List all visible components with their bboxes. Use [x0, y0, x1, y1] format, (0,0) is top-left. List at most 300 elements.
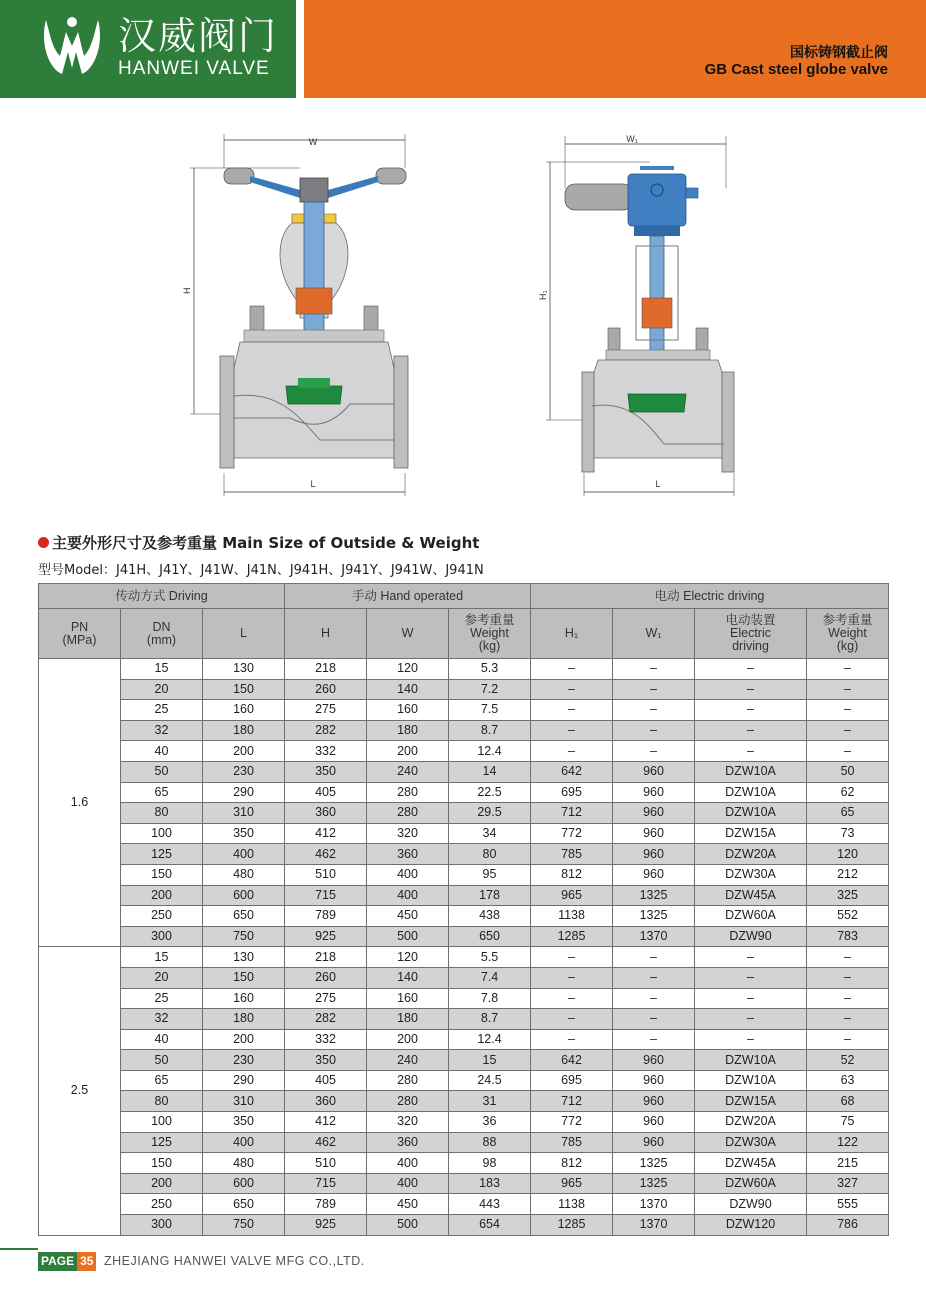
table-cell: 412: [285, 823, 367, 844]
table-cell: 40: [121, 1029, 203, 1050]
table-cell: –: [531, 720, 613, 741]
table-row: [39, 700, 889, 721]
table-cell: 178: [449, 885, 531, 906]
table-cell: 960: [613, 823, 695, 844]
table-cell: 7.4: [449, 967, 531, 988]
table-row: [39, 988, 889, 1009]
table-cell: DZW120: [695, 1215, 807, 1236]
table-cell: 310: [203, 1091, 285, 1112]
table-cell: –: [613, 679, 695, 700]
table-cell: DZW15A: [695, 1091, 807, 1112]
table-cell: 150: [121, 1153, 203, 1174]
table-cell: –: [531, 947, 613, 968]
table-cell: 290: [203, 1070, 285, 1091]
table-cell: 695: [531, 1070, 613, 1091]
table-row: [39, 761, 889, 782]
table-row: [39, 679, 889, 700]
table-cell: 125: [121, 844, 203, 865]
table-row: [39, 864, 889, 885]
table-cell: 150: [203, 967, 285, 988]
table-cell: 812: [531, 864, 613, 885]
table-cell: 960: [613, 1091, 695, 1112]
table-cell: 960: [613, 844, 695, 865]
table-cell: 260: [285, 967, 367, 988]
table-cell: 350: [203, 823, 285, 844]
table-cell: –: [807, 700, 889, 721]
table-cell: –: [613, 1029, 695, 1050]
table-cell: 654: [449, 1215, 531, 1236]
table-cell: 480: [203, 1153, 285, 1174]
table-cell: 7.8: [449, 988, 531, 1009]
table-cell: –: [613, 700, 695, 721]
table-cell: –: [807, 947, 889, 968]
table-cell: 260: [285, 679, 367, 700]
table-cell: –: [613, 988, 695, 1009]
table-cell: 230: [203, 761, 285, 782]
table-cell: 183: [449, 1173, 531, 1194]
table-cell: DZW60A: [695, 906, 807, 927]
table-cell: 1325: [613, 885, 695, 906]
table-cell: 200: [121, 885, 203, 906]
table-cell: DZW15A: [695, 823, 807, 844]
table-cell: 160: [367, 700, 449, 721]
table-cell: 695: [531, 782, 613, 803]
table-cell: 300: [121, 1215, 203, 1236]
table-cell: 650: [203, 1194, 285, 1215]
table-row: [39, 1070, 889, 1091]
table-cell: 443: [449, 1194, 531, 1215]
table-cell: 150: [121, 864, 203, 885]
table-cell: 88: [449, 1132, 531, 1153]
table-cell: 360: [367, 1132, 449, 1153]
table-cell: 510: [285, 1153, 367, 1174]
table-cell: –: [531, 988, 613, 1009]
table-cell: 14: [449, 761, 531, 782]
table-cell: 812: [531, 1153, 613, 1174]
table-cell: 510: [285, 864, 367, 885]
table-cell: DZW30A: [695, 864, 807, 885]
table-cell: 100: [121, 823, 203, 844]
header-title-panel: [304, 0, 926, 98]
table-cell: 405: [285, 1070, 367, 1091]
table-cell: –: [695, 988, 807, 1009]
table-cell: 786: [807, 1215, 889, 1236]
table-row: [39, 741, 889, 762]
table-row: [39, 1215, 889, 1236]
table-cell: 772: [531, 823, 613, 844]
table-row: [39, 1050, 889, 1071]
table-cell: 32: [121, 720, 203, 741]
table-cell: 200: [203, 1029, 285, 1050]
table-cell: 282: [285, 720, 367, 741]
table-cell: 290: [203, 782, 285, 803]
table-cell: 65: [807, 803, 889, 824]
brand-name-en: HANWEI VALVE: [118, 58, 270, 79]
table-cell: 750: [203, 1215, 285, 1236]
table-cell: –: [531, 679, 613, 700]
table-cell: 712: [531, 1091, 613, 1112]
bullet-icon: [38, 537, 49, 548]
table-row: [39, 1194, 889, 1215]
table-cell: 282: [285, 1009, 367, 1030]
manual-valve-drawing: [180, 128, 420, 498]
table-cell: 140: [367, 967, 449, 988]
table-row: [39, 1153, 889, 1174]
table-cell: 350: [285, 1050, 367, 1071]
table-cell: 1325: [613, 906, 695, 927]
table-cell: 960: [613, 782, 695, 803]
table-cell: –: [531, 700, 613, 721]
table-row: [39, 885, 889, 906]
table-cell: 250: [121, 906, 203, 927]
table-cell: 52: [807, 1050, 889, 1071]
table-cell: 785: [531, 844, 613, 865]
table-cell: –: [531, 1009, 613, 1030]
table-cell: 960: [613, 1070, 695, 1091]
table-cell: 275: [285, 700, 367, 721]
table-cell: 50: [121, 761, 203, 782]
col-header-h: H: [285, 609, 367, 659]
model-list: 型号Model：J41H、J41Y、J41W、J41N、J941H、J941Y、J941W、J941N: [38, 563, 484, 578]
table-cell: 400: [203, 844, 285, 865]
table-cell: 960: [613, 761, 695, 782]
dim-h-label: H: [182, 287, 192, 294]
table-cell: –: [613, 741, 695, 762]
table-cell: 212: [807, 864, 889, 885]
table-cell: 50: [807, 761, 889, 782]
table-cell: 140: [367, 679, 449, 700]
table-cell: 215: [807, 1153, 889, 1174]
table-cell: 63: [807, 1070, 889, 1091]
dim-l2-label: L: [655, 479, 661, 489]
table-row: [39, 1173, 889, 1194]
col-header-electric-driving: 电动装置 Electric driving: [695, 609, 807, 659]
table-cell: 75: [807, 1112, 889, 1133]
table-row: [39, 1132, 889, 1153]
brand-name-cn: 汉威阀门: [118, 14, 279, 58]
table-cell: 480: [203, 864, 285, 885]
table-cell: 160: [203, 988, 285, 1009]
table-cell: 650: [449, 926, 531, 947]
col-header-electric-weight: 参考重量 Weight (kg): [807, 609, 889, 659]
table-cell: 36: [449, 1112, 531, 1133]
table-cell: 300: [121, 926, 203, 947]
table-cell: 29.5: [449, 803, 531, 824]
table-cell: 218: [285, 947, 367, 968]
table-cell: 120: [367, 947, 449, 968]
table-row: [39, 1112, 889, 1133]
table-cell: 250: [121, 1194, 203, 1215]
table-cell: 150: [203, 679, 285, 700]
table-cell: 200: [367, 1029, 449, 1050]
table-cell: DZW20A: [695, 844, 807, 865]
table-cell: 965: [531, 885, 613, 906]
table-cell: 960: [613, 1112, 695, 1133]
table-cell: 5.3: [449, 659, 531, 680]
table-cell: 15: [121, 659, 203, 680]
table-row: [39, 720, 889, 741]
table-cell: 7.2: [449, 679, 531, 700]
table-cell: 95: [449, 864, 531, 885]
table-cell: 412: [285, 1112, 367, 1133]
table-cell: 280: [367, 1070, 449, 1091]
table-cell: 960: [613, 1050, 695, 1071]
table-cell: –: [695, 1029, 807, 1050]
table-cell: 400: [367, 885, 449, 906]
table-cell: 280: [367, 782, 449, 803]
table-cell: 8.7: [449, 720, 531, 741]
product-title-cn: 国标铸钢截止阀: [790, 45, 888, 61]
table-cell: 15: [121, 947, 203, 968]
table-cell: –: [807, 741, 889, 762]
table-cell: 200: [121, 1173, 203, 1194]
table-cell: 275: [285, 988, 367, 1009]
table-row: [39, 947, 889, 968]
table-cell: 1325: [613, 1173, 695, 1194]
table-cell: 332: [285, 1029, 367, 1050]
group-header-electric: 电动 Electric driving: [531, 584, 889, 609]
table-cell: 1370: [613, 1194, 695, 1215]
table-cell: 785: [531, 1132, 613, 1153]
table-cell: 405: [285, 782, 367, 803]
table-cell: 712: [531, 803, 613, 824]
table-cell: DZW45A: [695, 1153, 807, 1174]
table-cell: 5.5: [449, 947, 531, 968]
electric-valve-drawing: [540, 128, 760, 498]
table-cell: 1325: [613, 1153, 695, 1174]
table-cell: 400: [203, 1132, 285, 1153]
col-header-w: W: [367, 609, 449, 659]
pn-cell: 2.5: [39, 947, 121, 1235]
table-cell: 12.4: [449, 1029, 531, 1050]
table-cell: –: [695, 967, 807, 988]
table-row: [39, 906, 889, 927]
table-cell: DZW10A: [695, 803, 807, 824]
table-cell: 1370: [613, 926, 695, 947]
table-cell: 320: [367, 823, 449, 844]
dim-w1-label: W₁: [626, 134, 638, 144]
table-cell: 450: [367, 906, 449, 927]
table-row: [39, 926, 889, 947]
table-cell: 80: [449, 844, 531, 865]
table-cell: 450: [367, 1194, 449, 1215]
col-header-l: L: [203, 609, 285, 659]
table-cell: 960: [613, 864, 695, 885]
col-header-weight: 参考重量 Weight (kg): [449, 609, 531, 659]
table-cell: 8.7: [449, 1009, 531, 1030]
table-cell: 22.5: [449, 782, 531, 803]
table-cell: 715: [285, 885, 367, 906]
table-cell: 332: [285, 741, 367, 762]
table-cell: 400: [367, 1173, 449, 1194]
table-cell: 650: [203, 906, 285, 927]
table-cell: 240: [367, 761, 449, 782]
table-cell: –: [807, 967, 889, 988]
table-cell: –: [695, 720, 807, 741]
dim-h1-label: H₁: [538, 290, 548, 300]
table-cell: –: [613, 720, 695, 741]
table-cell: 642: [531, 1050, 613, 1071]
table-cell: 500: [367, 1215, 449, 1236]
table-row: [39, 1009, 889, 1030]
table-cell: 98: [449, 1153, 531, 1174]
table-cell: 310: [203, 803, 285, 824]
table-cell: DZW45A: [695, 885, 807, 906]
table-cell: 1285: [531, 926, 613, 947]
table-cell: –: [695, 947, 807, 968]
table-cell: 20: [121, 679, 203, 700]
page-badge: [38, 1252, 96, 1271]
table-cell: 180: [367, 720, 449, 741]
table-cell: DZW30A: [695, 1132, 807, 1153]
table-cell: 160: [203, 700, 285, 721]
table-cell: 1370: [613, 1215, 695, 1236]
company-name: ZHEJIANG HANWEI VALVE MFG CO.,LTD.: [104, 1254, 365, 1268]
table-cell: 360: [285, 803, 367, 824]
table-cell: 552: [807, 906, 889, 927]
group-header-hand: 手动 Hand operated: [285, 584, 531, 609]
table-cell: –: [695, 679, 807, 700]
table-cell: 25: [121, 700, 203, 721]
table-cell: 180: [203, 720, 285, 741]
table-cell: 25: [121, 988, 203, 1009]
table-cell: 20: [121, 967, 203, 988]
col-header-w1: W₁: [613, 609, 695, 659]
table-cell: 925: [285, 1215, 367, 1236]
table-cell: 500: [367, 926, 449, 947]
table-cell: 200: [367, 741, 449, 762]
table-cell: 280: [367, 1091, 449, 1112]
table-cell: 160: [367, 988, 449, 1009]
table-cell: –: [531, 659, 613, 680]
table-cell: –: [807, 659, 889, 680]
table-cell: 120: [807, 844, 889, 865]
header-brand-panel: [0, 0, 296, 98]
footer-rule: [0, 1248, 38, 1250]
table-cell: 350: [285, 761, 367, 782]
table-cell: 40: [121, 741, 203, 762]
table-cell: 180: [203, 1009, 285, 1030]
table-cell: 783: [807, 926, 889, 947]
table-cell: 789: [285, 1194, 367, 1215]
section-title: [38, 532, 479, 553]
table-cell: 1138: [531, 1194, 613, 1215]
table-row: [39, 1029, 889, 1050]
table-cell: 68: [807, 1091, 889, 1112]
table-cell: 789: [285, 906, 367, 927]
table-cell: –: [613, 659, 695, 680]
table-cell: DZW90: [695, 926, 807, 947]
table-cell: 772: [531, 1112, 613, 1133]
table-cell: 200: [203, 741, 285, 762]
table-cell: 80: [121, 803, 203, 824]
table-cell: 218: [285, 659, 367, 680]
pn-cell: 1.6: [39, 659, 121, 947]
table-cell: 65: [121, 1070, 203, 1091]
table-cell: 240: [367, 1050, 449, 1071]
table-row: [39, 782, 889, 803]
table-cell: 600: [203, 1173, 285, 1194]
table-cell: 960: [613, 1132, 695, 1153]
product-title-en: GB Cast steel globe valve: [704, 61, 888, 78]
table-cell: 12.4: [449, 741, 531, 762]
table-cell: 400: [367, 864, 449, 885]
table-cell: 280: [367, 803, 449, 824]
table-cell: 438: [449, 906, 531, 927]
table-cell: 960: [613, 803, 695, 824]
table-cell: 320: [367, 1112, 449, 1133]
table-cell: 600: [203, 885, 285, 906]
table-cell: 462: [285, 844, 367, 865]
group-header-driving: 传动方式 Driving: [39, 584, 285, 609]
table-cell: –: [807, 720, 889, 741]
table-cell: DZW10A: [695, 1050, 807, 1071]
table-cell: DZW20A: [695, 1112, 807, 1133]
table-cell: 325: [807, 885, 889, 906]
table-cell: –: [807, 1009, 889, 1030]
page-label: PAGE: [38, 1252, 77, 1271]
table-cell: 555: [807, 1194, 889, 1215]
page-number: 35: [77, 1252, 96, 1271]
table-cell: 122: [807, 1132, 889, 1153]
table-row: [39, 844, 889, 865]
table-cell: 34: [449, 823, 531, 844]
table-cell: 1285: [531, 1215, 613, 1236]
table-cell: 32: [121, 1009, 203, 1030]
table-cell: –: [695, 741, 807, 762]
table-cell: 80: [121, 1091, 203, 1112]
table-body: [39, 659, 889, 1236]
dim-w-label: W: [308, 137, 318, 147]
col-header-pn: PN (MPa): [39, 609, 121, 659]
table-cell: –: [695, 659, 807, 680]
table-row: [39, 967, 889, 988]
table-cell: –: [531, 1029, 613, 1050]
table-cell: –: [807, 988, 889, 1009]
table-cell: 125: [121, 1132, 203, 1153]
table-cell: 715: [285, 1173, 367, 1194]
table-cell: 31: [449, 1091, 531, 1112]
section-title-text: 主要外形尺寸及参考重量 Main Size of Outside & Weight: [52, 534, 480, 552]
table-cell: 15: [449, 1050, 531, 1071]
table-cell: 180: [367, 1009, 449, 1030]
table-row: [39, 823, 889, 844]
table-cell: 120: [367, 659, 449, 680]
table-cell: 350: [203, 1112, 285, 1133]
hanwei-logo-icon: [38, 12, 106, 80]
table-cell: 73: [807, 823, 889, 844]
table-cell: DZW60A: [695, 1173, 807, 1194]
table-cell: 327: [807, 1173, 889, 1194]
table-row: [39, 803, 889, 824]
table-cell: 230: [203, 1050, 285, 1071]
table-cell: 400: [367, 1153, 449, 1174]
table-cell: 62: [807, 782, 889, 803]
table-cell: 65: [121, 782, 203, 803]
dim-l-label: L: [310, 479, 316, 489]
table-cell: 750: [203, 926, 285, 947]
table-cell: –: [695, 1009, 807, 1030]
size-weight-table: [38, 583, 889, 1236]
table-cell: –: [695, 700, 807, 721]
table-cell: 360: [285, 1091, 367, 1112]
table-cell: –: [613, 1009, 695, 1030]
table-cell: 50: [121, 1050, 203, 1071]
table-cell: 965: [531, 1173, 613, 1194]
table-cell: 130: [203, 659, 285, 680]
table-cell: –: [613, 947, 695, 968]
table-cell: 100: [121, 1112, 203, 1133]
